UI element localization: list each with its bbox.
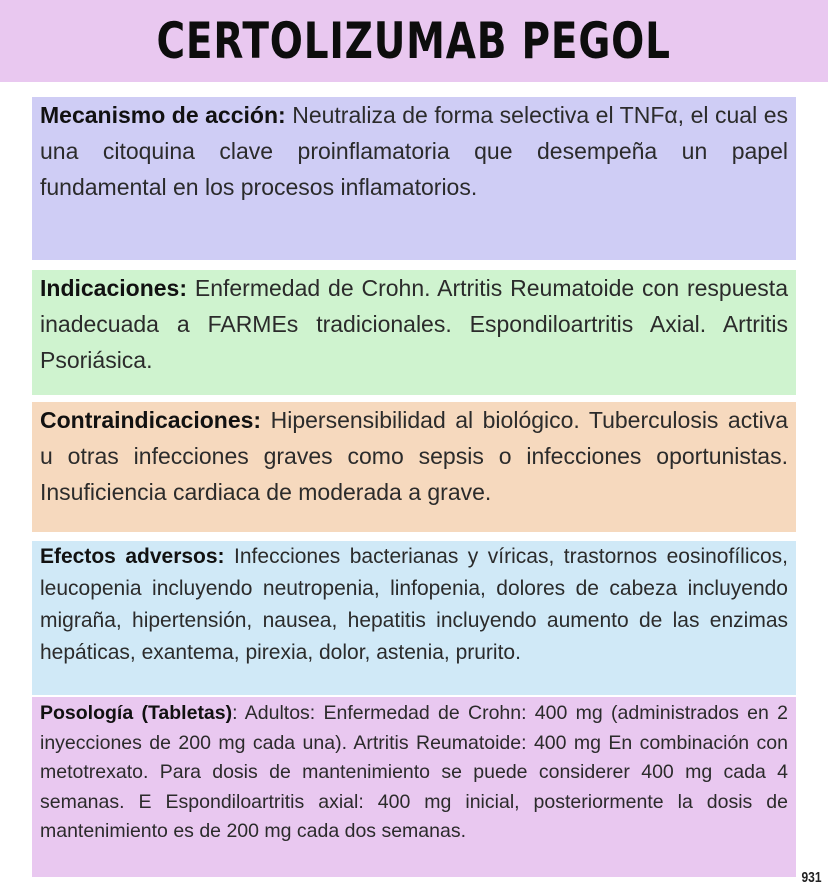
section-efectos-adversos (32, 541, 796, 695)
section-indicaciones (32, 270, 796, 395)
section-mecanismo (32, 97, 796, 260)
section-contraindicaciones (32, 402, 796, 532)
section-text: : Adultos: Enfermedad de Crohn: 400 mg (administrados en 2 inyecciones de 200 mg cada una). Artritis Reumatoide: 400 mg En combinación con metotrexato. Para dosis de mantenimiento se puede considerer 400 mg cada 4 semanas. E Espondiloartritis axial: 400 mg inicial, posteriormente la dosis de mantenimiento es de 200 mg cada dos semanas. (40, 702, 788, 842)
section-heading: Posología (Tabletas) (40, 702, 233, 724)
section-heading: Efectos adversos: (40, 545, 225, 568)
section-heading: Contraindicaciones: (40, 407, 262, 433)
section-text: Infecciones bacterianas y víricas, trastornos eosinofílicos, leucopenia incluyendo neutropenia, linfopenia, dolores de cabeza incluyendo migraña, hipertensión, nausea, hepatitis incluyendo aumento de las enzimas hepáticas, exantema, pirexia, dolor, astenia, prurito. (40, 545, 788, 664)
page-number: 931 (801, 869, 822, 886)
title-banner (0, 0, 828, 82)
page-title: CERTOLIZUMAB PEGOL (156, 12, 672, 70)
section-posologia (32, 697, 796, 877)
section-heading: Mecanismo de acción: (40, 102, 286, 128)
section-text: Enfermedad de Crohn. Artritis Reumatoide con respuesta inadecuada a FARMEs tradicionales. Espondiloartritis Axial. Artritis Psoriásica. (40, 275, 788, 373)
section-text: Hipersensibilidad al biológico. Tuberculosis activa u otras infecciones graves como sepsis o infecciones oportunistas. Insuficiencia cardiaca de moderada a grave. (40, 407, 788, 505)
section-text: Neutraliza de forma selectiva el TNFα, el cual es una citoquina clave proinflamatoria que desempeña un papel fundamental en los procesos inflamatorios. (40, 102, 789, 200)
section-heading: Indicaciones: (40, 275, 187, 301)
